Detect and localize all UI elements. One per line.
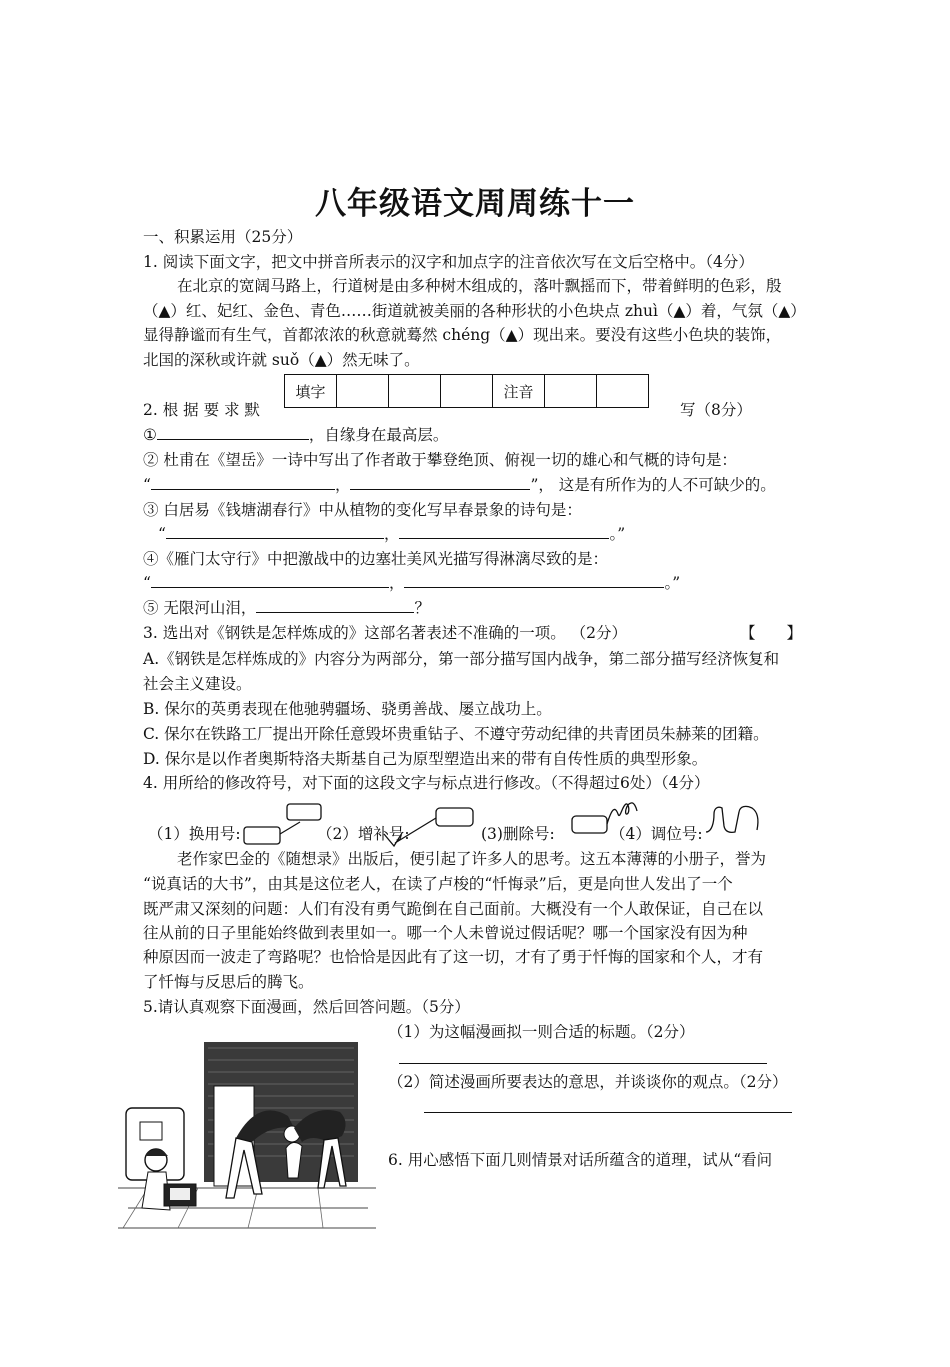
table-cell-label: 注音 — [493, 375, 545, 408]
comma: ， — [383, 525, 400, 543]
option-d: D. 保尔是以作者奥斯特洛夫斯基自己为原型塑造出来的带有自传性质的典型形象。 — [143, 750, 708, 768]
cartoon-image — [118, 1038, 376, 1230]
poem-text: ”， 这是有所作为的人不可缺少的。 — [530, 476, 776, 494]
q4-passage-line: 种原因而一波走了弯路呢？也恰恰是因此有了这一切，才有了勇于忏悔的国家和个人，才有 — [143, 948, 764, 966]
q4-passage-line: 了忏悔与反思后的腾飞。 — [143, 973, 314, 991]
q4-passage-line: 老作家巴金的《随想录》出版后，便引起了许多人的思考。这五本薄薄的小册子，誉为 — [177, 850, 767, 868]
quote-close: 。” — [609, 525, 626, 543]
option-a-cont: 社会主义建设。 — [143, 675, 252, 693]
q1-passage-line: 在北京的宽阔马路上，行道树是由多种树木组成的，落叶飘摇而下，带着鲜明的色彩，殷 — [177, 277, 782, 295]
q4-stem: 4. 用所给的修改符号，对下面的这段文字与标点进行修改。（不得超过6处）（4分） — [143, 774, 710, 792]
q5-stem: 5.请认真观察下面漫画，然后回答问题。（5分） — [143, 998, 470, 1016]
q1-passage-line: 显得静谧而有生气，首都浓浓的秋意就蓦然 chéng（▲）现出来。要没有这些小色块的装饰， — [143, 326, 782, 344]
q6-stem: 6. 用心感悟下面几则情景对话所蕴含的道理，试从“看问 — [388, 1151, 773, 1169]
option-b: B. 保尔的英勇表现在他驰骋疆场、骁勇善战、屡立战功上。 — [143, 700, 552, 718]
q2-stem-end: 写（8分） — [680, 401, 752, 419]
quote-open: “ — [158, 525, 166, 543]
option-a: A.《钢铁是怎样炼成的》内容分为两部分，第一部分描写国内战争，第二部分描写经济恢复和 — [143, 650, 780, 668]
option-c: C. 保尔在铁路工厂提出开除任意毁坏贵重钻子、不遵守劳动纪律的共青团员朱赫莱的团籍。 — [143, 725, 769, 743]
q5-sub-2: （2）简述漫画所要表达的意思，并谈谈你的观点。（2分） — [388, 1073, 788, 1091]
comma: ， — [334, 476, 351, 494]
section-heading: 一、积累运用（25分） — [143, 228, 303, 246]
q4-passage-line: 往从前的日子里能始终做到表里如一。哪一个人未曾说过假话呢？哪一个国家没有因为种 — [143, 924, 748, 942]
q2-item-2: ② 杜甫在《望岳》一诗中写出了作者敢于攀登绝顶、俯视一切的雄心和气概的诗句是： — [143, 451, 737, 469]
item-number: ① — [143, 426, 157, 444]
q3-stem: 3. 选出对《钢铁是怎样炼成的》这部名著表述不准确的一项。 （2分） — [143, 624, 628, 642]
poem-text: ，自缘身在最高层。 — [308, 426, 449, 444]
quote-open: “ — [143, 574, 151, 592]
q4-passage-line: “说真话的大书”，由其是这位老人，在读了卢梭的“忏悔录”后，更是向世人发出了一个 — [143, 875, 733, 893]
symbol-label: （4）调位号: — [610, 825, 703, 843]
table-cell-label: 填字 — [285, 375, 337, 408]
q2-stem: 2. 根 据 要 求 默 — [143, 401, 260, 419]
answer-bracket[interactable]: 【 】 — [740, 624, 803, 642]
q4-passage-line: 既严肃又深刻的问题：人们有没有勇气跪倒在自己面前。大概没有一个人敢保证，自己在以 — [143, 900, 764, 918]
poem-text: ⑤ 无限河山泪， — [143, 599, 257, 617]
symbol-label: (3)删除号: — [481, 825, 555, 843]
quote-close: 。” — [664, 574, 681, 592]
comma: ， — [388, 574, 405, 592]
symbol-label: （1）换用号: — [148, 825, 241, 843]
answer-line[interactable] — [399, 1063, 767, 1064]
q1-stem: 1. 阅读下面文字，把文中拼音所表示的汉字和加点字的注音依次写在文后空格中。（4分） — [143, 253, 754, 271]
quote-open: “ — [143, 476, 151, 494]
page-title: 八年级语文周周练十一 — [315, 186, 635, 222]
q2-item-3: ③ 白居易《钱塘湖春行》中从植物的变化写早春景象的诗句是： — [143, 501, 582, 519]
q2-item-4: ④《雁门太守行》中把激战中的边塞壮美风光描写得淋漓尽致的是： — [143, 550, 609, 568]
q1-passage-line: 北国的深秋或许就 suǒ（▲）然无味了。 — [143, 351, 420, 369]
answer-line[interactable] — [424, 1112, 792, 1113]
q5-sub-1: （1）为这幅漫画拟一则合适的标题。（2分） — [388, 1023, 695, 1041]
symbol-label: （2）增补号: — [317, 825, 410, 843]
q1-passage-line: （▲）红、妃红、金色、青色……街道就被美丽的各种形状的小色块点 zhuì（▲）着，气氛（▲） — [143, 302, 806, 320]
question-mark: ？ — [414, 599, 430, 617]
